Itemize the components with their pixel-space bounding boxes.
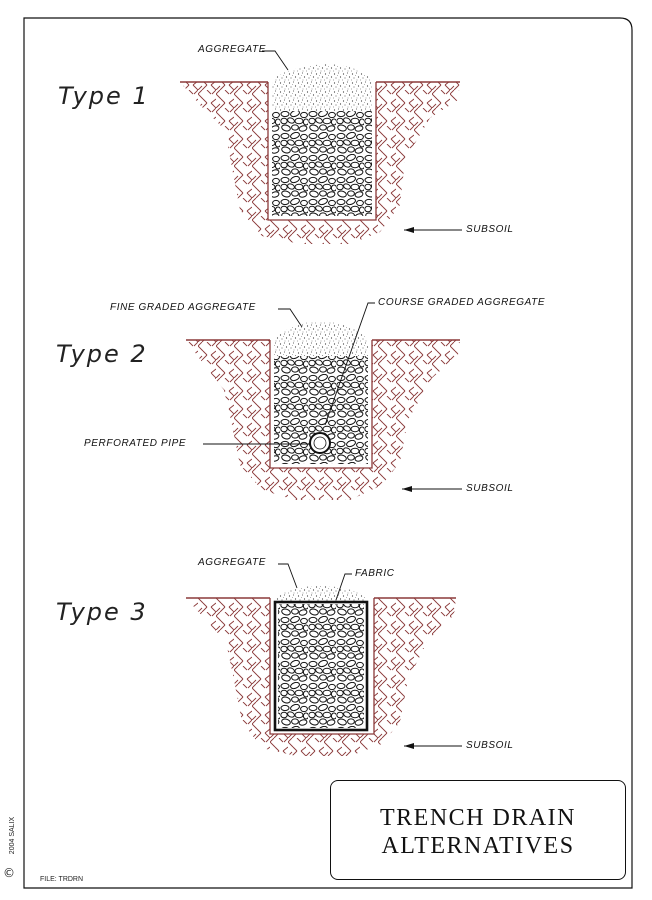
type-1-subsoil-label: SUBSOIL (466, 224, 514, 235)
type-2-diagram (186, 303, 462, 500)
type-3-subsoil-label: SUBSOIL (466, 740, 514, 751)
type-2-fine-aggregate-label: FINE GRADED AGGREGATE (110, 302, 256, 313)
file-name-label: FILE: TRDRN (40, 876, 84, 883)
type-3-fabric-label: FABRIC (355, 568, 395, 579)
title-line-2: ALTERNATIVES (381, 833, 575, 859)
copyright-text: 2004 SALIX (9, 816, 17, 855)
type-2-label: Type 2 (56, 340, 148, 368)
type-1-diagram (180, 51, 462, 244)
type-3-aggregate-label: AGGREGATE (198, 557, 267, 568)
type-2-course-aggregate-label: COURSE GRADED AGGREGATE (378, 297, 546, 308)
type-1-label: Type 1 (58, 82, 150, 110)
type-1-coarse-aggregate (272, 111, 372, 216)
type-3-fine-aggregate (276, 586, 366, 602)
title-block (330, 780, 626, 880)
type-1-fine-aggregate (272, 64, 372, 111)
type-3-subsoil-arrow (404, 743, 414, 749)
type-2-subsoil-label: SUBSOIL (466, 483, 514, 494)
title-line-1: TRENCH DRAIN (380, 805, 576, 831)
type-2-perforated-pipe-label: PERFORATED PIPE (84, 438, 187, 449)
type-3-aggregate-leader (278, 564, 297, 588)
type-3-coarse-aggregate (278, 604, 364, 728)
type-2-perforated-pipe (310, 433, 330, 453)
type-1-subsoil-arrow (404, 227, 414, 233)
type-3-label: Type 3 (56, 598, 148, 626)
type-3-diagram (186, 564, 462, 756)
type-2-fine-aggregate-leader (278, 309, 302, 327)
type-2-fine-aggregate (274, 322, 368, 357)
type-2-subsoil-arrow (402, 486, 412, 492)
type-1-aggregate-label: AGGREGATE (198, 44, 267, 55)
copyright-icon: © (3, 866, 15, 880)
